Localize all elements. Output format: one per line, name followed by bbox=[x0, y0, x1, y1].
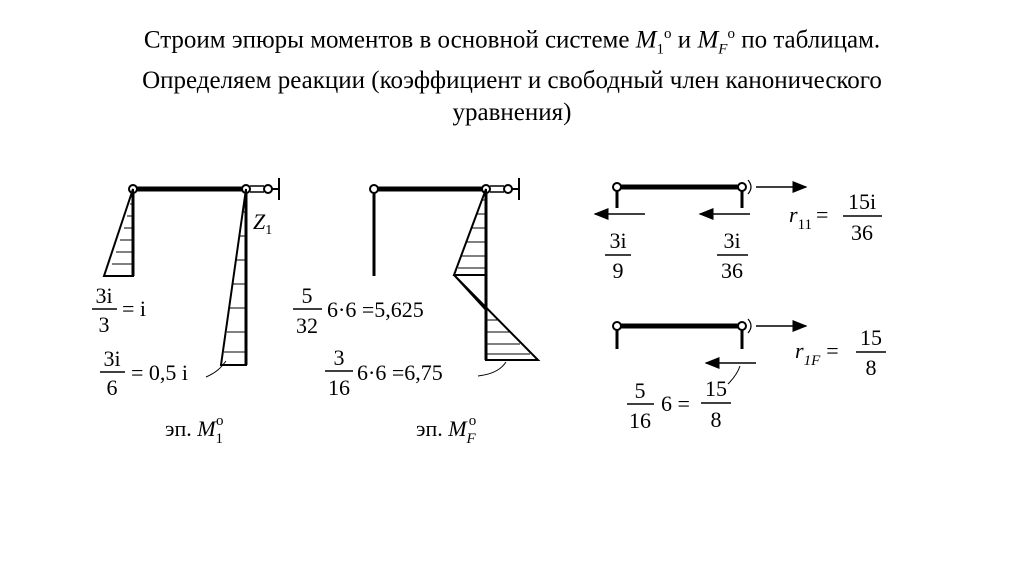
moment-area-upper bbox=[454, 189, 486, 275]
r11-label: $r_{11}$ = bbox=[789, 202, 829, 233]
frac2-numerator: 3 bbox=[333, 345, 345, 370]
frac2-result: = 0,5 i bbox=[131, 360, 189, 385]
r1f-numerator: 15 bbox=[860, 325, 882, 350]
frac-denominator: 16 bbox=[629, 408, 651, 433]
caption-mf: эп. $M_Fo$ bbox=[416, 413, 477, 447]
frac1-denominator: 32 bbox=[296, 313, 318, 338]
frac1-expression: 6·6 =5,625 bbox=[327, 297, 424, 322]
reaction-r1f-scheme bbox=[613, 319, 886, 433]
left-denominator: 9 bbox=[612, 258, 624, 283]
frac-numerator: 5 bbox=[634, 378, 646, 403]
moment-triangle-right bbox=[221, 189, 246, 365]
support-hinge bbox=[264, 185, 272, 193]
right-numerator: 3i bbox=[723, 228, 741, 253]
r11-numerator: 15i bbox=[847, 189, 877, 214]
result-denominator: 8 bbox=[710, 407, 722, 432]
frac1-denominator: 3 bbox=[98, 312, 110, 337]
r1f-label: $r_{1F}$ = bbox=[795, 338, 839, 369]
frac2-expression: 6·6 =6,75 bbox=[357, 360, 443, 385]
result-numerator: 15 bbox=[705, 376, 727, 401]
title-line-3: уравнения) bbox=[452, 99, 572, 127]
moment-triangle-left bbox=[104, 189, 133, 276]
frac2-denominator: 16 bbox=[328, 375, 350, 400]
reaction-r11-scheme bbox=[595, 180, 882, 283]
frac1-numerator: 3i bbox=[95, 283, 113, 308]
epure-mf bbox=[293, 178, 538, 447]
z1-label: $Z_1$ bbox=[253, 209, 273, 238]
moment-area-lower bbox=[454, 275, 538, 360]
frac2-numerator: 3i bbox=[103, 346, 121, 371]
frac-multiplier: 6 = bbox=[661, 391, 690, 416]
caption-m1: эп. $M_1o$ bbox=[165, 413, 224, 447]
title-line-2: Определяем реакции (коэффициент и свободный член канонического bbox=[142, 67, 882, 95]
left-numerator: 3i bbox=[609, 228, 627, 253]
r1f-denominator: 8 bbox=[865, 355, 877, 380]
frac1-result: = i bbox=[122, 296, 147, 321]
frac2-denominator: 6 bbox=[106, 375, 118, 400]
epure-m1 bbox=[92, 178, 279, 447]
right-denominator: 36 bbox=[721, 258, 743, 283]
r11-denominator: 36 bbox=[851, 220, 873, 245]
title-line-1: Строим эпюры моментов в основной системе $M_1^o$ и $M_F^o$ по таблицам. bbox=[143, 26, 881, 58]
frac1-numerator: 5 bbox=[301, 283, 313, 308]
